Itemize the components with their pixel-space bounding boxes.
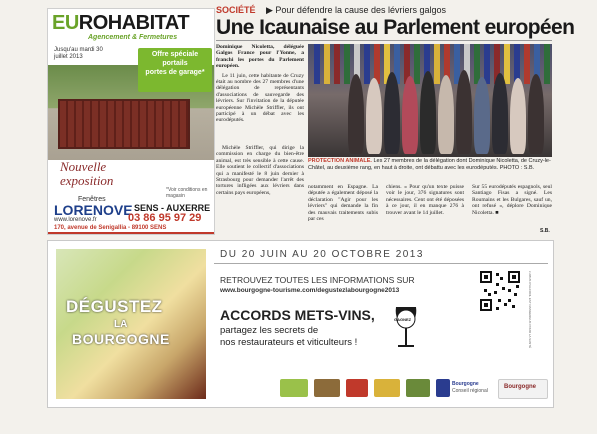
- red-gate-image: [58, 99, 190, 149]
- advert-title-line3: BOURGOGNE: [72, 331, 170, 347]
- article-paragraph-5: Sur 55 eurodéputés espagnols, seul Santiago Fisas a signé. Les Roumains et les Bulgares, sauf un, ont refusé », déplore Dominique Nicoletta. ■: [472, 184, 552, 216]
- advert-info: RETROUVEZ TOUTES LES INFORMATIONS SUR: [220, 275, 415, 285]
- sponsor-conseil-label: Conseil régional: [452, 388, 488, 394]
- ad-caption: *Voir conditions en magasin: [166, 187, 208, 199]
- article-paragraph-3: notamment en Espagne. La députée a également déposé la déclaration "Agir pour les lévriers" qui demande la fin des mauvais traitements subis par ces: [308, 184, 378, 223]
- advert-url[interactable]: www.bourgogne-tourisme.com/degustezlabourgogne2013: [220, 287, 400, 294]
- eurohabitat-advert: [47, 8, 215, 235]
- delegation-group-photo: [308, 44, 552, 157]
- gagnez-badge: GAGNEZ: [394, 317, 412, 322]
- article-column-1: [216, 44, 304, 124]
- advert-accords: ACCORDS METS-VINS,: [220, 307, 375, 323]
- article-paragraph-1: Le 11 juin, cette habitante de Cruzy était au nombre des 27 membres d'une délégation de représentants d'associations de sauvegarde des lévriers. Sur l'invitation de la députée européenne Michèle Striffler, ils ont participé à un débat avec les eurodéputés.: [216, 72, 304, 124]
- lorenove-brand: LORENOVE: [54, 202, 133, 218]
- ad-footer-bar: [48, 232, 214, 235]
- sponsor-logo-5: [406, 379, 430, 397]
- article-signature: S.B.: [540, 228, 550, 234]
- photo-caption-text: Les 27 membres de la délégation dont Dominique Nicoletta, de Cruzy-le-Châtel, au deuxième rang, en haut à droite, ont débattu avec les eurodéputés. PHOTO : S.B.: [308, 158, 551, 171]
- article-headline: Une Icaunaise au Parlement européen: [216, 16, 575, 39]
- qr-code-icon[interactable]: [478, 269, 522, 313]
- ad-phone: 03 86 95 97 29: [128, 212, 202, 224]
- sponsor-bourgogne-label: Bourgogne: [452, 381, 479, 387]
- article-lead: Dominique Nicoletta, déléguée Galgos France pour l'Yonne, a franchi les portes du Parlement européen.: [216, 44, 304, 70]
- advert-tagline-2: nos restaurateurs et viticulteurs !: [220, 337, 358, 348]
- advert-title-line2: LA: [114, 319, 128, 330]
- photo-caption-label: PROTECTION ANIMALE.: [308, 158, 372, 164]
- article-paragraph-4: chiens. « Pour qu'un texte puisse voir le jour, 376 signatures sont nécessaires. Cent ont été déposées à ce jour, il en manque 276 à trouver avant le 14 juillet.: [386, 184, 464, 216]
- ad-website: www.lorenove.fr: [54, 217, 97, 223]
- bourgogne-advert: [47, 240, 554, 408]
- expo-line2: exposition: [60, 173, 114, 188]
- sponsor-logos: [280, 375, 548, 401]
- sponsor-logo-2: [314, 379, 340, 397]
- fenetres-label: Fenêtres: [78, 196, 106, 203]
- photo-caption: [308, 158, 552, 180]
- offer-badge: Offre spéciale portails portes de garage*: [138, 48, 212, 92]
- sponsor-logo-4: [374, 379, 400, 397]
- sponsor-logo-6: [436, 379, 450, 397]
- wine-tasting-image: [56, 249, 206, 399]
- article-rubric: SOCIÉTÉ: [216, 5, 256, 15]
- advert-dates: DU 20 JUIN AU 20 OCTOBRE 2013: [220, 249, 424, 260]
- ad-dates: Jusqu'au mardi 30 juillet 2013: [54, 47, 103, 60]
- sponsor-logo-3: [346, 379, 368, 397]
- article-kicker: ▶ Pour défendre la cause des lévriers galgos: [266, 5, 447, 15]
- advert-tagline-1: partagez les secrets de: [220, 325, 319, 336]
- article-paragraph-2: Michèle Striffler, qui dirige la commission en charge du bien-être animal, est très sensible à cette cause. Elle soutient le collectif d'associations qui a manifesté le 8 juin dernier à Strasbourg pour demander l'arrêt des tortures infligées aux lévriers dans certains pays européens,: [216, 145, 304, 196]
- ad-city: SENS - AUXERRE: [134, 203, 211, 213]
- ad-subtitle: Agencement & Fermetures: [88, 34, 178, 41]
- advert-title-line1: DÉGUSTEZ: [66, 297, 163, 316]
- headline-rule: [216, 40, 552, 41]
- sponsor-bourgogne-brand: Bourgogne: [504, 384, 536, 390]
- wine-glass-icon: [388, 305, 424, 353]
- expo-line1: Nouvelle: [60, 159, 107, 174]
- legal-notice: L'ABUS D'ALCOOL EST DANGEREUX POUR LA SANTÉ: [528, 271, 532, 349]
- advert-rule: [214, 263, 548, 264]
- eurohabitat-logo: EUROHABITAT: [52, 12, 190, 34]
- ad-address: 170, avenue de Senigallia - 89100 SENS: [54, 225, 167, 231]
- sponsor-logo-1: [280, 379, 308, 397]
